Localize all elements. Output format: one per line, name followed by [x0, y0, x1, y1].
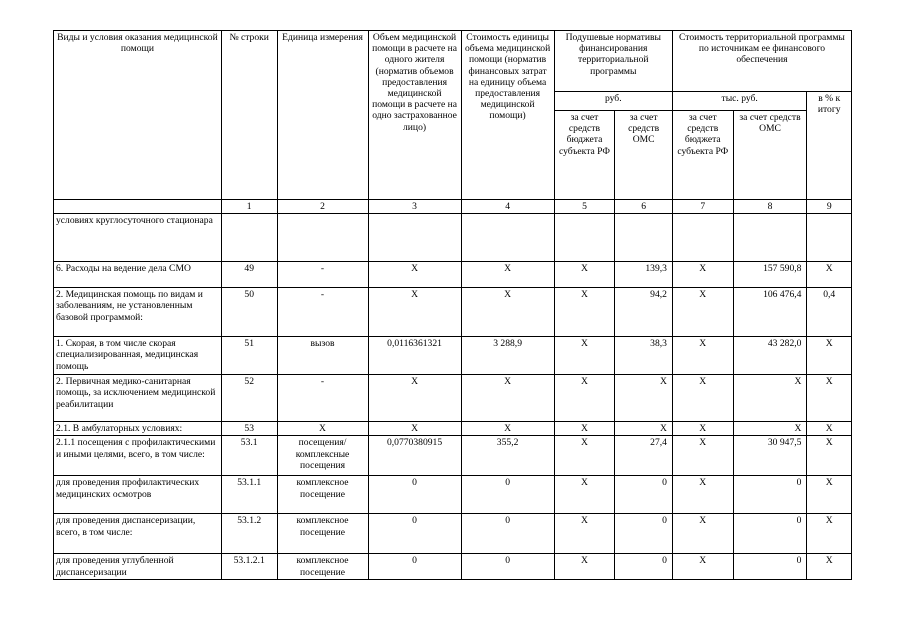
row-cost: X [461, 262, 554, 288]
row-unit: посещения/ комплексные посещения [277, 436, 368, 476]
table-row [54, 262, 852, 288]
row-unit [277, 214, 368, 262]
row-program-budget: X [672, 288, 733, 337]
row-name: 2. Первичная медико-санитарная помощь, за исключением медицинской реабилитации [54, 375, 222, 422]
row-percap-budget: X [554, 476, 615, 514]
row-percent: X [807, 554, 852, 579]
table-row [54, 436, 852, 476]
row-unit: комплексное посещение [277, 476, 368, 514]
row-percap-oms: X [615, 422, 673, 436]
row-unit: вызов [277, 337, 368, 375]
table-row [54, 554, 852, 579]
row-number: 53 [221, 422, 277, 436]
row-volume: 0,0116361321 [368, 337, 461, 375]
row-volume: 0 [368, 514, 461, 554]
row-percap-budget: X [554, 375, 615, 422]
header-unit-thousand-rub: тыс. руб. [672, 92, 807, 111]
row-program-oms: 30 947,5 [733, 436, 807, 476]
row-program-oms: 0 [733, 554, 807, 579]
row-name: для проведения диспансеризации, всего, в том числе: [54, 514, 222, 554]
row-name: 1. Скорая, в том числе скорая специализированная, медицинская помощь [54, 337, 222, 375]
row-program-oms: 0 [733, 476, 807, 514]
table-row [54, 337, 852, 375]
row-name: 2.1. В амбулаторных условиях: [54, 422, 222, 436]
row-program-budget: X [672, 262, 733, 288]
row-program-oms [733, 214, 807, 262]
table-row [54, 422, 852, 436]
row-number: 53.1.1 [221, 476, 277, 514]
table-row [54, 514, 852, 554]
row-program-oms: 43 282,0 [733, 337, 807, 375]
header-program-cost: Стоимость территориальной программы по источникам ее финансового обеспечения [672, 31, 851, 92]
header-cost: Стоимость единицы объема медицинской помощи (норматив финансовых затрат на единицу объема предоставления медицинской помощи) [461, 31, 554, 200]
row-percap-oms: 0 [615, 514, 673, 554]
row-program-budget: X [672, 514, 733, 554]
row-program-budget: X [672, 422, 733, 436]
row-cost [461, 214, 554, 262]
row-name: для проведения профилактических медицинских осмотров [54, 476, 222, 514]
header-percent: в % к итогу [807, 92, 852, 200]
row-percap-oms [615, 214, 673, 262]
row-program-budget: X [672, 476, 733, 514]
col-number [54, 200, 222, 214]
row-percap-budget [554, 214, 615, 262]
row-percap-oms: 0 [615, 476, 673, 514]
row-unit: X [277, 422, 368, 436]
row-volume: X [368, 288, 461, 337]
row-volume: X [368, 422, 461, 436]
row-percap-oms: 94,2 [615, 288, 673, 337]
header-per-capita: Подушевые нормативы финансирования территориальной программы [554, 31, 672, 92]
row-percap-oms: 0 [615, 554, 673, 579]
row-name: для проведения углубленной диспансеризации [54, 554, 222, 579]
row-volume: 0 [368, 554, 461, 579]
row-percap-budget: X [554, 514, 615, 554]
row-percent: X [807, 375, 852, 422]
header-budget: за счет средств бюджета субъекта РФ [554, 111, 615, 200]
row-volume: 0 [368, 476, 461, 514]
table-row [54, 375, 852, 422]
col-number: 4 [461, 200, 554, 214]
row-percent: X [807, 476, 852, 514]
row-percap-oms: 38,3 [615, 337, 673, 375]
header-budget-2: за счет средств бюджета субъекта РФ [672, 111, 733, 200]
row-number: 53.1 [221, 436, 277, 476]
col-number: 6 [615, 200, 673, 214]
row-number: 53.1.2.1 [221, 554, 277, 579]
row-cost: 0 [461, 554, 554, 579]
row-percent: 0,4 [807, 288, 852, 337]
financing-table [53, 30, 852, 580]
row-percap-budget: X [554, 436, 615, 476]
row-percent: X [807, 337, 852, 375]
row-percap-oms: 139,3 [615, 262, 673, 288]
row-program-budget [672, 214, 733, 262]
row-percap-oms: 27,4 [615, 436, 673, 476]
row-percent [807, 214, 852, 262]
row-percap-oms: X [615, 375, 673, 422]
header-row-no: № строки [221, 31, 277, 200]
row-program-oms: 157 590,8 [733, 262, 807, 288]
col-number: 3 [368, 200, 461, 214]
row-program-budget: X [672, 337, 733, 375]
row-program-oms: 106 476,4 [733, 288, 807, 337]
row-name: условиях круглосуточного стационара [54, 214, 222, 262]
row-cost: 0 [461, 476, 554, 514]
row-percap-budget: X [554, 554, 615, 579]
table-row [54, 476, 852, 514]
header-unit-rub: руб. [554, 92, 672, 111]
col-number: 2 [277, 200, 368, 214]
row-number: 49 [221, 262, 277, 288]
row-number: 53.1.2 [221, 514, 277, 554]
row-unit: - [277, 262, 368, 288]
col-number: 8 [733, 200, 807, 214]
row-name: 2.1.1 посещения с профилактическими и иными целями, всего, в том числе: [54, 436, 222, 476]
row-cost: X [461, 288, 554, 337]
row-unit: - [277, 288, 368, 337]
row-cost: X [461, 375, 554, 422]
row-unit: комплексное посещение [277, 554, 368, 579]
row-percent: X [807, 422, 852, 436]
row-program-oms: X [733, 422, 807, 436]
header-oms: за счет средств ОМС [615, 111, 673, 200]
row-program-budget: X [672, 554, 733, 579]
row-program-oms: 0 [733, 514, 807, 554]
header-type: Виды и условия оказания медицинской помощи [54, 31, 222, 200]
header-unit: Единица измерения [277, 31, 368, 200]
row-percap-budget: X [554, 422, 615, 436]
col-number: 5 [554, 200, 615, 214]
col-number: 1 [221, 200, 277, 214]
row-unit: - [277, 375, 368, 422]
row-program-oms: X [733, 375, 807, 422]
row-volume: X [368, 375, 461, 422]
row-volume [368, 214, 461, 262]
row-cost: 0 [461, 514, 554, 554]
row-cost: X [461, 422, 554, 436]
column-number-row [54, 200, 852, 214]
row-volume: 0,0770380915 [368, 436, 461, 476]
header-volume: Объем медицинской помощи в расчете на одного жителя (норматив объемов предоставления медицинской помощи в расчете на одно застрахованное лицо) [368, 31, 461, 200]
row-percent: X [807, 262, 852, 288]
row-number [221, 214, 277, 262]
row-volume: X [368, 262, 461, 288]
row-cost: 3 288,9 [461, 337, 554, 375]
row-unit: комплексное посещение [277, 514, 368, 554]
row-percap-budget: X [554, 288, 615, 337]
row-number: 50 [221, 288, 277, 337]
col-number: 7 [672, 200, 733, 214]
col-number: 9 [807, 200, 852, 214]
row-percent: X [807, 436, 852, 476]
row-number: 51 [221, 337, 277, 375]
table-row [54, 214, 852, 262]
row-program-budget: X [672, 375, 733, 422]
row-percap-budget: X [554, 262, 615, 288]
row-name: 2. Медицинская помощь по видам и заболеваниям, не установленным базовой программой: [54, 288, 222, 337]
row-percent: X [807, 514, 852, 554]
row-cost: 355,2 [461, 436, 554, 476]
table-row [54, 288, 852, 337]
row-percap-budget: X [554, 337, 615, 375]
header-oms-2: за счет средств ОМС [733, 111, 807, 200]
document-page [53, 30, 852, 580]
row-program-budget: X [672, 436, 733, 476]
row-name: 6. Расходы на ведение дела СМО [54, 262, 222, 288]
row-number: 52 [221, 375, 277, 422]
